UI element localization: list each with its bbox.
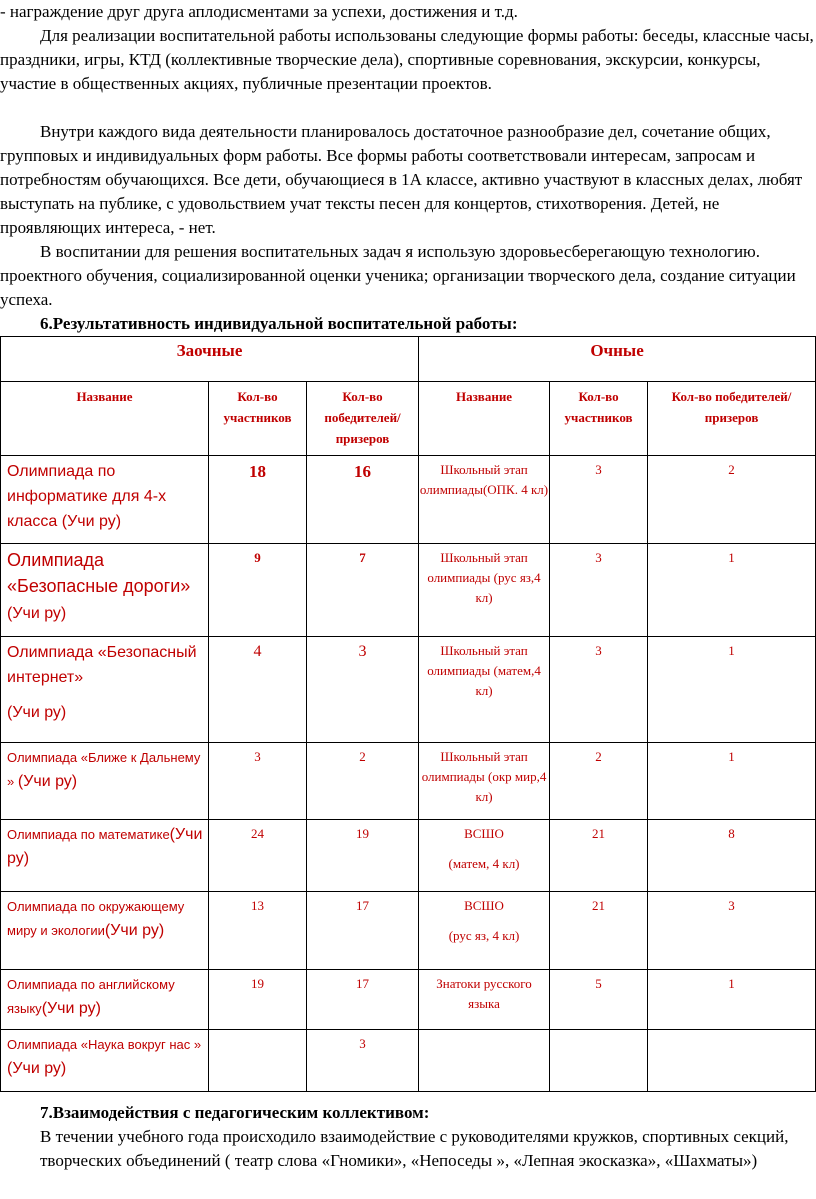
olympiad-platform: (Учи ру) <box>104 922 165 939</box>
olympiad-platform: (Учи ру) <box>7 826 203 867</box>
intro-line: - награждение друг друга аплодисментами за успехи, достижения и т.д. <box>0 2 518 21</box>
participants-count-2: 21 <box>550 820 648 892</box>
olympiad-title: Олимпиада «Безопасный интернет» <box>7 644 197 686</box>
participants-count: 13 <box>209 892 307 970</box>
participants-count: 18 <box>209 456 307 544</box>
olympiad-name <box>1 743 209 820</box>
stage-subject: (матем, 4 кл) <box>448 856 520 871</box>
winners-count-2: 1 <box>648 544 816 637</box>
olympiad-title: Олимпиада по окружающему миру и экологии <box>7 899 185 938</box>
col-header-participants: Кол-во участников <box>209 382 307 456</box>
col-header-name: Название <box>1 382 209 456</box>
participants-count: 19 <box>209 970 307 1030</box>
winners-count: 3 <box>307 1030 419 1092</box>
olympiad-platform: (Учи ру) <box>17 773 78 790</box>
table-row <box>1 456 816 544</box>
table-row <box>1 637 816 743</box>
table-row <box>1 743 816 820</box>
winners-count: 2 <box>307 743 419 820</box>
group-header-row <box>1 337 816 382</box>
table-row <box>1 1030 816 1092</box>
winners-count: 7 <box>307 544 419 637</box>
olympiad-platform: (Учи ру) <box>7 704 67 721</box>
winners-count: 17 <box>307 970 419 1030</box>
stage-title: ВСШО <box>464 898 504 913</box>
paragraph-technology: В воспитании для решения воспитательных задач я использую здоровьесберегающую технологию. проектного обучения, социализированной оценки ученика; организации творческого дела, создание ситуации успеха. <box>0 242 796 309</box>
col-header-name-2: Название <box>419 382 550 456</box>
olympiad-name: Олимпиада по информатике для 4-х класса (Учи ру) <box>1 456 209 544</box>
olympiad-name <box>1 892 209 970</box>
col-header-winners: Кол-во победителей/ призеров <box>307 382 419 456</box>
winners-count-2: 2 <box>648 456 816 544</box>
olympiad-title: Олимпиада «Безопасные дороги» <box>7 550 191 596</box>
table-row <box>1 892 816 970</box>
winners-count: 19 <box>307 820 419 892</box>
paragraph-variety: Внутри каждого вида деятельности планировалось достаточное разнообразие дел, сочетание общих, групповых и индивидуальных форм работы. Все формы работы соответствовали интересам, запросам и потребностям обучающихся. Все дети, обучающиеся в 1А классе, активно участвуют в классных делах, любят выступать на публике, с удовольствием учат тексты песен для концертов, стихотворения. Детей, не проявляющих интереса, - нет. <box>0 122 803 237</box>
table-row <box>1 970 816 1030</box>
school-stage-name: Школьный этап олимпиады (матем,4 кл) <box>419 637 550 743</box>
winners-count-2: 8 <box>648 820 816 892</box>
winners-count-2 <box>648 1030 816 1092</box>
participants-count <box>209 1030 307 1092</box>
school-stage-name <box>419 892 550 970</box>
olympiad-title: Олимпиада по математике <box>7 827 170 842</box>
winners-count-2: 1 <box>648 637 816 743</box>
school-stage-name: Школьный этап олимпиады(ОПК. 4 кл) <box>419 456 550 544</box>
participants-count-2: 3 <box>550 456 648 544</box>
stage-title: ВСШО <box>464 826 504 841</box>
winners-count-2: 1 <box>648 743 816 820</box>
participants-count-2: 2 <box>550 743 648 820</box>
participants-count: 9 <box>209 544 307 637</box>
olympiad-name <box>1 544 209 637</box>
participants-count: 3 <box>209 743 307 820</box>
section-7-title: 7.Взаимодействия с педагогическим коллективом: <box>40 1103 430 1122</box>
olympiad-platform: (Учи ру) <box>7 1060 67 1077</box>
participants-count: 24 <box>209 820 307 892</box>
stage-subject: (рус яз, 4 кл) <box>448 928 520 943</box>
group-zaochnye: Заочные <box>1 337 419 382</box>
group-ochnye: Очные <box>419 337 816 382</box>
participants-count-2: 3 <box>550 544 648 637</box>
col-header-participants-2: Кол-во участников <box>550 382 648 456</box>
school-stage-name: Школьный этап олимпиады (рус яз,4 кл) <box>419 544 550 637</box>
paragraph-forms: Для реализации воспитательной работы использованы следующие формы работы: беседы, классные часы, праздники, игры, КТД (коллективные творческие дела), спортивные соревнования, экскурсии, конкурсы, участие в общественных акциях, публичные презентации проектов. <box>0 26 814 93</box>
olympiad-name <box>1 970 209 1030</box>
col-header-winners-2: Кол-во победителей/призеров <box>648 382 816 456</box>
winners-count: 16 <box>307 456 419 544</box>
column-header-row <box>1 382 816 456</box>
paragraph-interaction: В течении учебного года происходило взаимодействие с руководителями кружков, спортивных секций, творческих объединений ( театр слова «Гномики», «Непоседы », «Лепная экосказка», «Шахматы») <box>40 1127 789 1170</box>
olympiad-platform: (Учи ру) <box>41 1000 101 1017</box>
olympiad-platform: (Учи ру) <box>7 605 67 622</box>
winners-count: 17 <box>307 892 419 970</box>
olympiad-title: Олимпиада по английскому языку <box>7 977 175 1016</box>
results-table <box>0 336 816 1092</box>
school-stage-name <box>419 820 550 892</box>
winners-count-2: 1 <box>648 970 816 1030</box>
table-row <box>1 820 816 892</box>
olympiad-name <box>1 637 209 743</box>
olympiad-title: Олимпиада «Ближе к Дальнему » <box>7 750 201 789</box>
olympiad-title: Олимпиада «Наука вокруг нас » <box>7 1037 202 1052</box>
school-stage-name: Знатоки русского языка <box>419 970 550 1030</box>
school-stage-name: Школьный этап олимпиады (окр мир,4 кл) <box>419 743 550 820</box>
olympiad-name <box>1 1030 209 1092</box>
participants-count-2: 21 <box>550 892 648 970</box>
school-stage-name <box>419 1030 550 1092</box>
table-row <box>1 544 816 637</box>
participants-count: 4 <box>209 637 307 743</box>
participants-count-2 <box>550 1030 648 1092</box>
participants-count-2: 5 <box>550 970 648 1030</box>
section-6-title: 6.Результативность индивидуальной воспитательной работы: <box>40 314 518 333</box>
participants-count-2: 3 <box>550 637 648 743</box>
winners-count: 3 <box>307 637 419 743</box>
winners-count-2: 3 <box>648 892 816 970</box>
olympiad-name <box>1 820 209 892</box>
